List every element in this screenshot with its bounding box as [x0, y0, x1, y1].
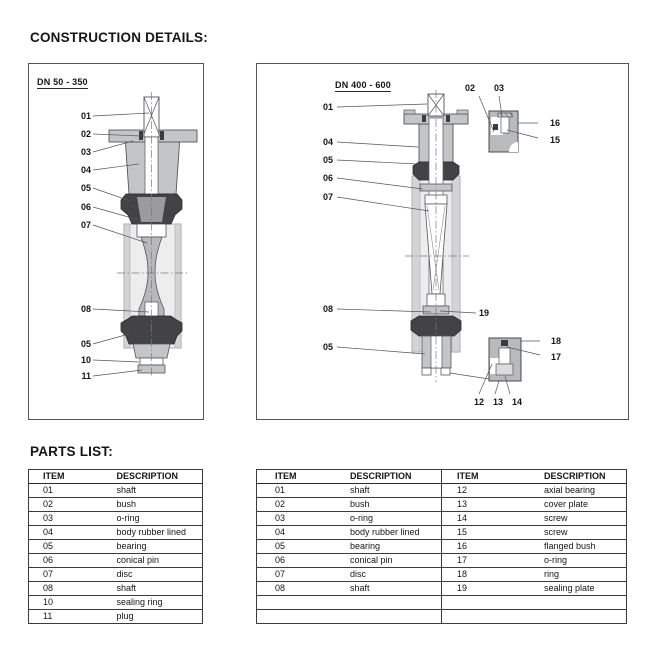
- callout-label: 16: [549, 118, 560, 128]
- parts-table-large-wrap: [256, 469, 627, 624]
- table-cell: 03: [29, 512, 116, 526]
- table-cell: cover plate: [534, 498, 627, 512]
- parts-table-dn50-350: [28, 469, 203, 624]
- table-row: [257, 540, 627, 554]
- table-cell: ring: [534, 568, 627, 582]
- callout-label: 19: [478, 308, 489, 318]
- valve-cross-section-dn50-350: [29, 64, 203, 419]
- table-cell: shaft: [116, 582, 203, 596]
- callout-label: 05: [322, 155, 333, 165]
- table-cell: 08: [29, 582, 116, 596]
- callout-label: 15: [549, 135, 560, 145]
- callout-label: 01: [80, 111, 91, 121]
- callout-label: 06: [322, 173, 333, 183]
- parts-list-title: PARTS LIST:: [30, 444, 113, 459]
- table-cell: 06: [29, 554, 116, 568]
- table-cell: 01: [29, 484, 116, 498]
- table-cell: conical pin: [349, 554, 442, 568]
- table-cell: body rubber lined: [349, 526, 442, 540]
- table-cell: 17: [442, 554, 535, 568]
- table-cell: 14: [442, 512, 535, 526]
- table-cell: 07: [29, 568, 116, 582]
- table-cell: o-ring: [534, 554, 627, 568]
- callout-label: 05: [80, 183, 91, 193]
- callout-label: 13: [492, 397, 503, 407]
- table-row: [257, 498, 627, 512]
- table-row: [29, 512, 203, 526]
- table-cell: o-ring: [349, 512, 442, 526]
- table-row: [29, 568, 203, 582]
- table-cell: 05: [29, 540, 116, 554]
- dn-range-label: DN 50 - 350: [37, 77, 88, 87]
- table-row: [257, 568, 627, 582]
- table-cell: 04: [257, 526, 350, 540]
- table-cell: disc: [116, 568, 203, 582]
- table-cell: flanged bush: [534, 540, 627, 554]
- callout-label: 18: [550, 336, 561, 346]
- column-header: DESCRIPTION: [116, 470, 203, 484]
- callout-label: 08: [80, 304, 91, 314]
- table-cell: axial bearing: [534, 484, 627, 498]
- table-row: [29, 596, 203, 610]
- table-header-row: [257, 470, 627, 484]
- table-row: [257, 610, 627, 624]
- table-cell: 11: [29, 610, 116, 624]
- table-row: [257, 582, 627, 596]
- table-row: [257, 526, 627, 540]
- table-cell: 04: [29, 526, 116, 540]
- column-header: DESCRIPTION: [534, 470, 627, 484]
- table-cell: [349, 610, 442, 624]
- table-cell: 01: [257, 484, 350, 498]
- callout-label: 03: [493, 83, 504, 93]
- valve-cross-section-dn400-600: [257, 64, 628, 419]
- diagram-panel-dn50-350: [28, 63, 204, 420]
- table-cell: shaft: [116, 484, 203, 498]
- table-cell: 12: [442, 484, 535, 498]
- table-cell: [442, 596, 535, 610]
- column-header: DESCRIPTION: [349, 470, 442, 484]
- table-cell: shaft: [349, 484, 442, 498]
- callout-label: 04: [322, 137, 333, 147]
- table-cell: [257, 596, 350, 610]
- table-cell: 02: [29, 498, 116, 512]
- table-row: [29, 540, 203, 554]
- table-cell: 18: [442, 568, 535, 582]
- table-cell: 05: [257, 540, 350, 554]
- callout-label: 06: [80, 202, 91, 212]
- parts-table-dn400-600: [256, 469, 627, 624]
- callout-label: 12: [473, 397, 484, 407]
- column-header: ITEM: [257, 470, 350, 484]
- table-cell: bush: [349, 498, 442, 512]
- callout-label: 04: [80, 165, 91, 175]
- table-cell: 16: [442, 540, 535, 554]
- table-cell: plug: [116, 610, 203, 624]
- table-cell: [349, 596, 442, 610]
- table-cell: body rubber lined: [116, 526, 203, 540]
- table-cell: shaft: [349, 582, 442, 596]
- table-cell: o-ring: [116, 512, 203, 526]
- callout-label: 07: [80, 220, 91, 230]
- table-row: [29, 484, 203, 498]
- table-cell: [534, 610, 627, 624]
- callout-label: 17: [550, 352, 561, 362]
- callout-label: 05: [80, 339, 91, 349]
- table-cell: 03: [257, 512, 350, 526]
- table-cell: 10: [29, 596, 116, 610]
- table-cell: bearing: [116, 540, 203, 554]
- callout-label: 10: [80, 355, 91, 365]
- diagram-panel-dn400-600: [256, 63, 629, 420]
- table-cell: 15: [442, 526, 535, 540]
- table-row: [257, 554, 627, 568]
- table-cell: screw: [534, 526, 627, 540]
- table-cell: bearing: [349, 540, 442, 554]
- table-cell: 19: [442, 582, 535, 596]
- table-cell: screw: [534, 512, 627, 526]
- table-cell: 08: [257, 582, 350, 596]
- callout-label: 08: [322, 304, 333, 314]
- callout-label: 03: [80, 147, 91, 157]
- table-row: [29, 554, 203, 568]
- table-row: [257, 596, 627, 610]
- table-cell: sealing ring: [116, 596, 203, 610]
- table-header-row: [29, 470, 203, 484]
- column-header: ITEM: [29, 470, 116, 484]
- table-cell: 13: [442, 498, 535, 512]
- callout-label: 02: [80, 129, 91, 139]
- table-cell: disc: [349, 568, 442, 582]
- table-cell: [442, 610, 535, 624]
- table-row: [29, 498, 203, 512]
- dn-range-label: DN 400 - 600: [335, 80, 391, 90]
- table-row: [29, 526, 203, 540]
- callout-label: 07: [322, 192, 333, 202]
- table-row: [29, 610, 203, 624]
- table-row: [257, 512, 627, 526]
- table-cell: conical pin: [116, 554, 203, 568]
- callout-label: 14: [511, 397, 522, 407]
- table-cell: 02: [257, 498, 350, 512]
- table-row: [29, 582, 203, 596]
- table-cell: 06: [257, 554, 350, 568]
- table-cell: bush: [116, 498, 203, 512]
- column-header: ITEM: [442, 470, 535, 484]
- callout-label: 11: [81, 371, 91, 381]
- table-row: [257, 484, 627, 498]
- parts-table-small-wrap: [28, 469, 203, 624]
- table-cell: 07: [257, 568, 350, 582]
- table-cell: [257, 610, 350, 624]
- callout-label: 05: [322, 342, 333, 352]
- callout-label: 01: [322, 102, 333, 112]
- construction-details-title: CONSTRUCTION DETAILS:: [30, 30, 208, 45]
- table-cell: sealing plate: [534, 582, 627, 596]
- table-cell: [534, 596, 627, 610]
- callout-label: 02: [464, 83, 475, 93]
